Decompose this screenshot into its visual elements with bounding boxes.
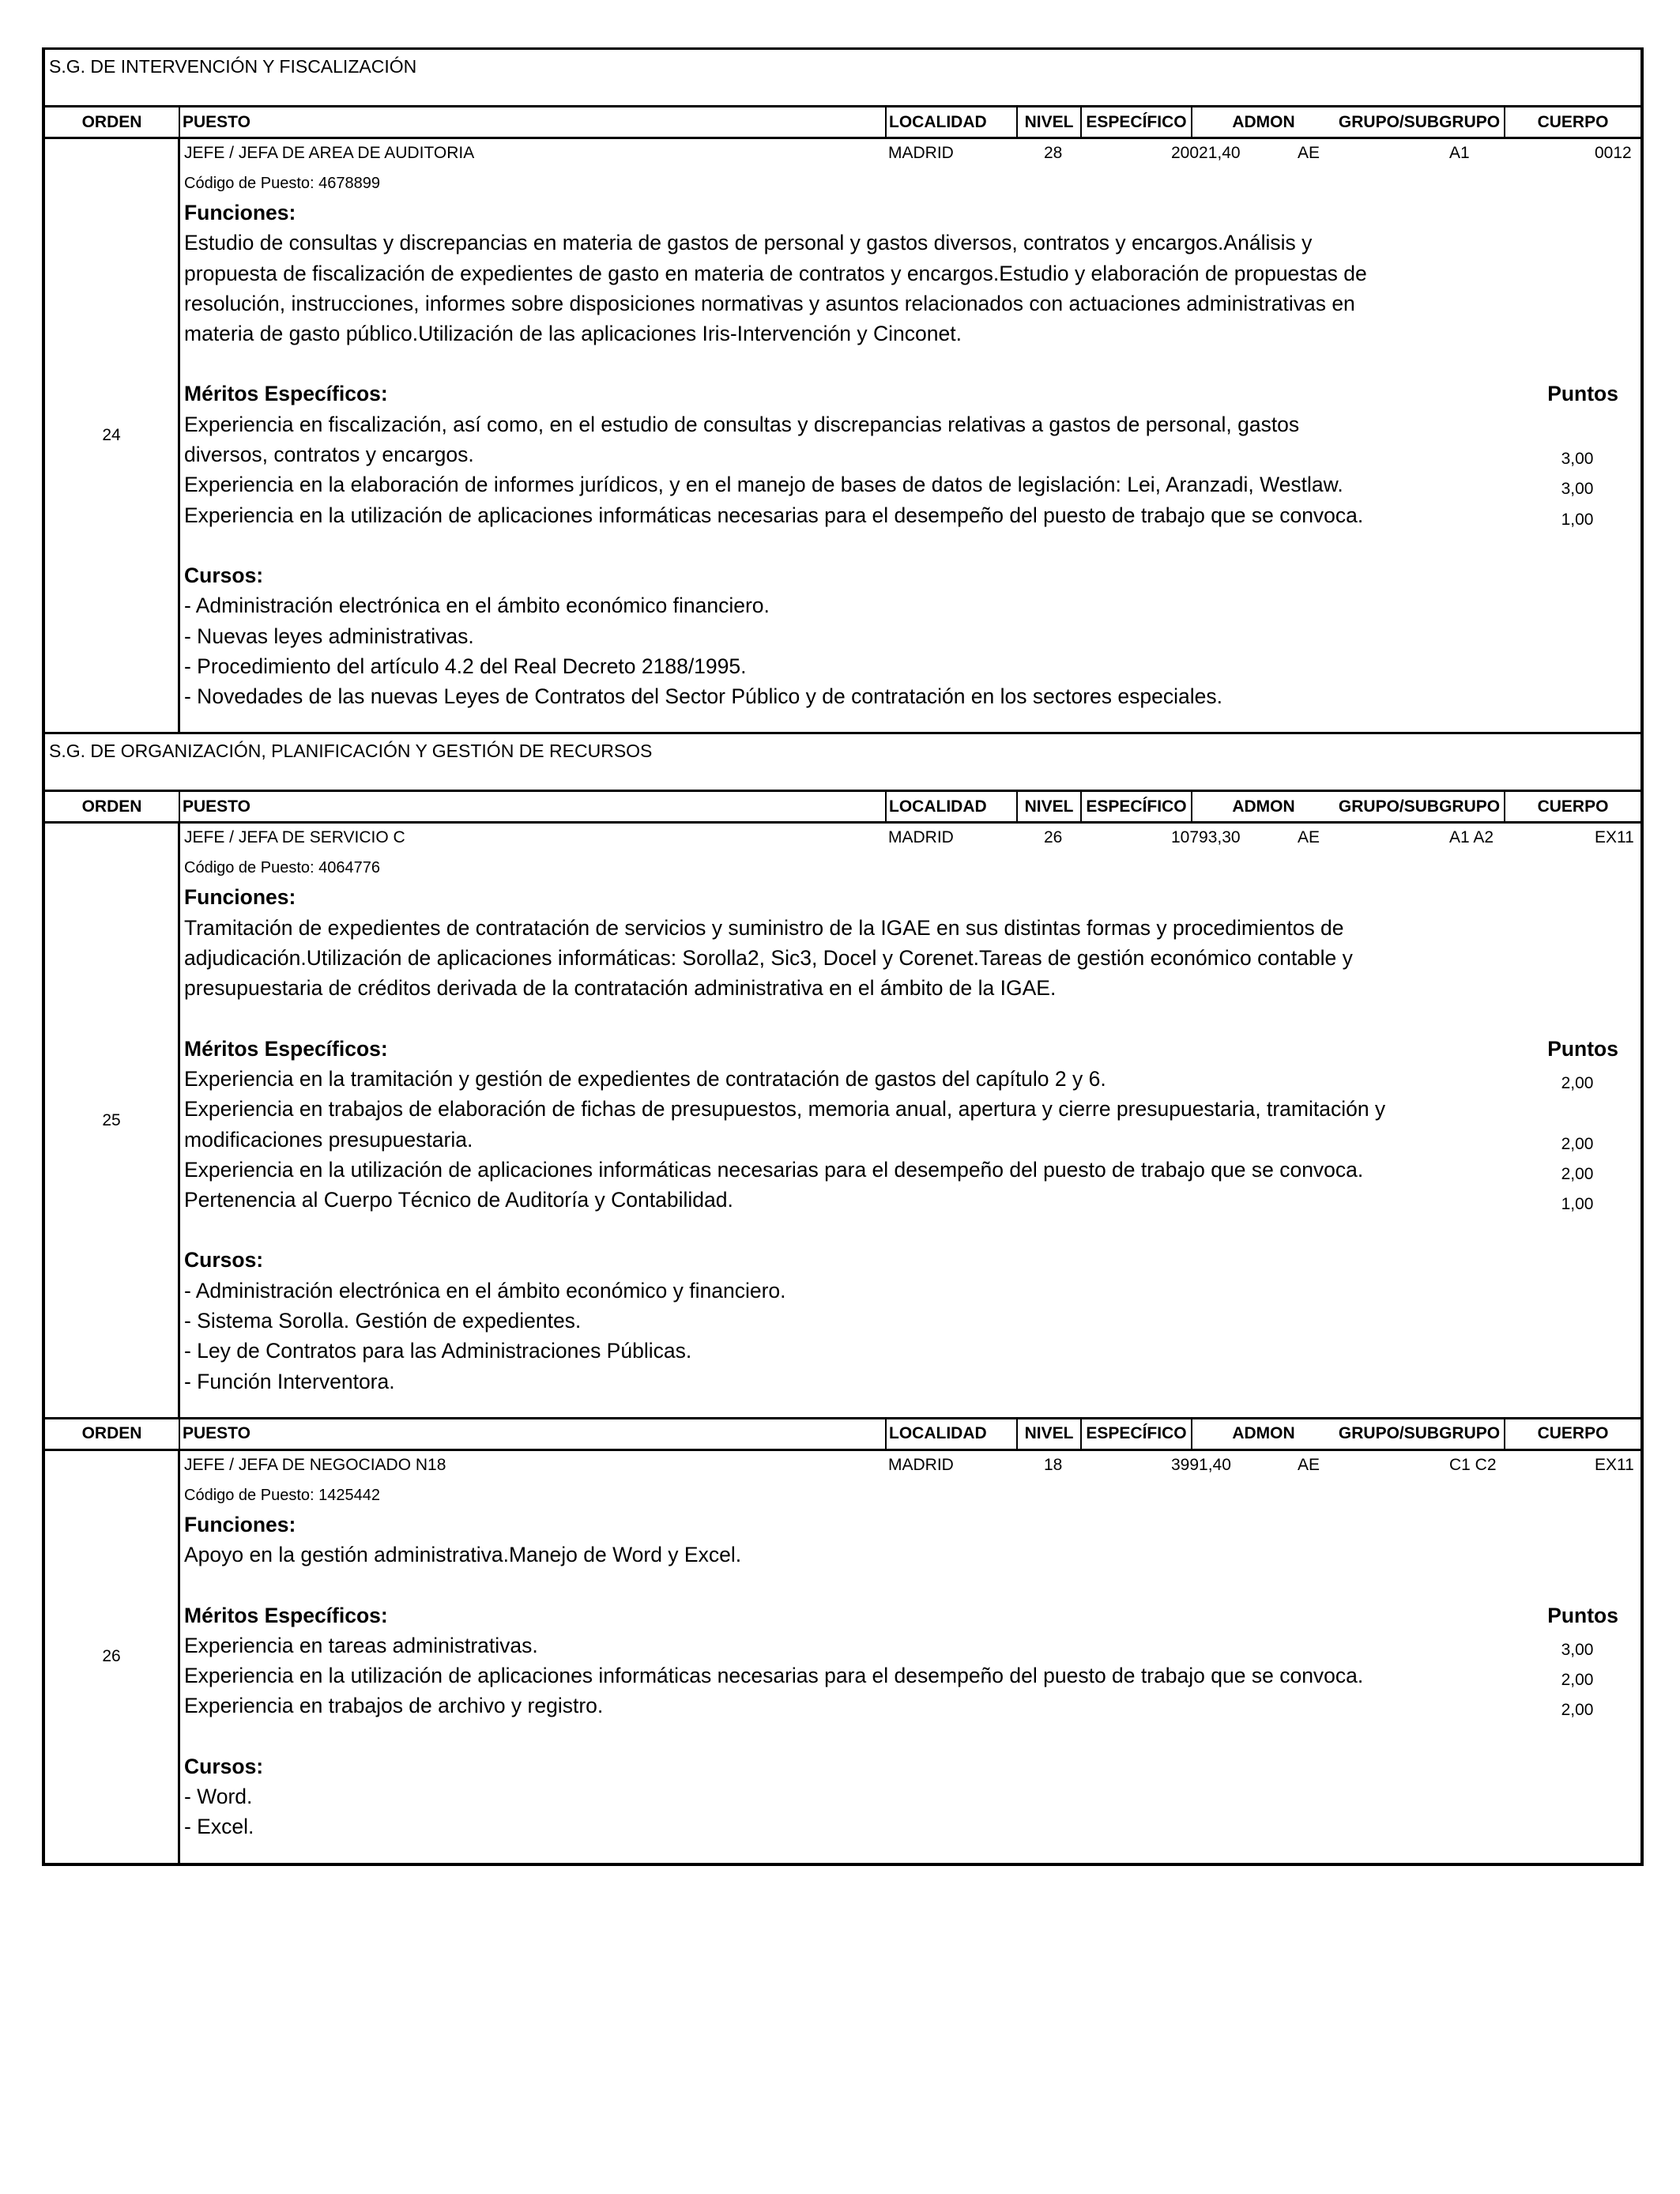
- spacer: [184, 1004, 1640, 1034]
- curso-item: - Word.: [184, 1784, 253, 1808]
- merito-puntos: 3,00: [1561, 450, 1594, 469]
- header-especifico: ESPECÍFICO: [1082, 107, 1192, 137]
- merito-text: Experiencia en tareas administrativas.: [184, 1633, 538, 1657]
- orden-cell: 26: [45, 1451, 180, 1863]
- merito-text: Experiencia en fiscalización, así como, en el estudio de consultas y discrepancias relativas a gastos de personal, gastos: [184, 412, 1300, 436]
- spacer: [184, 530, 1640, 560]
- funciones-line: presupuestaria de créditos derivada de la contratación administrativa en el ámbito de la IGAE.: [184, 976, 1057, 1001]
- header-especifico: ESPECÍFICO: [1082, 792, 1192, 821]
- curso-item: - Ley de Contratos para las Administraciones Públicas.: [184, 1339, 692, 1363]
- admon-value: AE: [1298, 828, 1320, 847]
- header-orden: ORDEN: [45, 1419, 180, 1449]
- header-localidad: LOCALIDAD: [887, 107, 1018, 137]
- merito-line: [184, 409, 1640, 439]
- merito-line: [184, 1125, 1640, 1155]
- merito-line: [184, 1185, 1640, 1215]
- meritos-label: Méritos Específicos:: [184, 382, 388, 406]
- merito-line: [184, 469, 1640, 499]
- meritos-header: [184, 379, 1640, 409]
- merito-puntos: 3,00: [1561, 1640, 1594, 1659]
- especifico-value: 10793,30: [1171, 828, 1241, 847]
- funciones-line: adjudicación.Utilización de aplicaciones informáticas: Sorolla2, Sic3, Docel y Corenet.Tareas de gestión económico contable y: [184, 946, 1353, 971]
- merito-puntos: 2,00: [1561, 1073, 1594, 1092]
- header-grupo: GRUPO/SUBGRUPO: [1335, 1419, 1505, 1449]
- especifico-value: 20021,40: [1171, 144, 1241, 162]
- job-line: [184, 139, 1640, 169]
- job-record: [45, 1451, 1640, 1863]
- funciones-label: Funciones:: [184, 1512, 296, 1536]
- merito-puntos: 2,00: [1561, 1671, 1594, 1690]
- cursos-label: Cursos:: [184, 1248, 264, 1272]
- curso-item: - Administración electrónica en el ámbito económico y financiero.: [184, 1278, 786, 1302]
- job-record: [45, 139, 1640, 734]
- column-header-row: [45, 107, 1640, 139]
- merito-text: Experiencia en la utilización de aplicaciones informáticas necesarias para el desempeño del puesto de trabajo que se convoca.: [184, 1664, 1364, 1688]
- spacer: [184, 711, 1640, 732]
- curso-item: - Excel.: [184, 1815, 254, 1839]
- merito-puntos: 1,00: [1561, 510, 1594, 529]
- curso-item: - Novedades de las nuevas Leyes de Contratos del Sector Público y de contratación en los sectores especiales.: [184, 684, 1222, 709]
- header-nivel: NIVEL: [1018, 107, 1082, 137]
- record-details: [180, 139, 1640, 732]
- merito-text: Experiencia en trabajos de elaboración de fichas de presupuestos, memoria anual, apertura y cierre presupuestaria, tramitación y: [184, 1097, 1386, 1122]
- merito-text: Experiencia en la tramitación y gestión de expedientes de contratación de gastos del capítulo 2 y 6.: [184, 1066, 1106, 1091]
- header-localidad: LOCALIDAD: [887, 1419, 1018, 1449]
- spacer: [184, 1842, 1640, 1863]
- header-localidad: LOCALIDAD: [887, 792, 1018, 821]
- header-especifico: ESPECÍFICO: [1082, 1419, 1192, 1449]
- document-frame: [42, 47, 1644, 1866]
- merito-text: Pertenencia al Cuerpo Técnico de Auditoría y Contabilidad.: [184, 1188, 733, 1212]
- merito-line: [184, 1094, 1640, 1124]
- merito-line: [184, 439, 1640, 469]
- job-line: [184, 824, 1640, 854]
- job-title: JEFE / JEFA DE NEGOCIADO N18: [184, 1455, 446, 1474]
- job-title: JEFE / JEFA DE AREA DE AUDITORIA: [184, 144, 475, 162]
- header-orden: ORDEN: [45, 792, 180, 821]
- funciones-line: Tramitación de expedientes de contratación de servicios y suministro de la IGAE en sus distintas formas y procedimientos de: [184, 915, 1344, 940]
- puntos-label: Puntos: [1547, 1036, 1618, 1061]
- document-body: [45, 50, 1640, 1863]
- admon-value: AE: [1298, 1455, 1320, 1474]
- admon-value: AE: [1298, 144, 1320, 162]
- merito-puntos: 2,00: [1561, 1701, 1594, 1720]
- spacer: [184, 1570, 1640, 1600]
- merito-puntos: 1,00: [1561, 1195, 1594, 1214]
- spacer: [184, 1721, 1640, 1751]
- localidad-value: MADRID: [888, 1455, 954, 1474]
- merito-line: [184, 1630, 1640, 1661]
- localidad-value: MADRID: [888, 828, 954, 847]
- header-puesto: PUESTO: [180, 792, 887, 821]
- column-header-row: [45, 1419, 1640, 1451]
- column-header-row: [45, 792, 1640, 824]
- cursos-label: Cursos:: [184, 563, 264, 587]
- meritos-label: Méritos Específicos:: [184, 1603, 388, 1627]
- localidad-value: MADRID: [888, 144, 954, 162]
- puntos-label: Puntos: [1547, 1603, 1618, 1627]
- header-puesto: PUESTO: [180, 1419, 887, 1449]
- codigo-puesto: Código de Puesto: 4678899: [184, 175, 380, 192]
- orden-cell: 25: [45, 824, 180, 1416]
- spacer: [184, 349, 1640, 379]
- meritos-header: [184, 1600, 1640, 1630]
- section-title: S.G. DE INTERVENCIÓN Y FISCALIZACIÓN: [45, 50, 1640, 107]
- meritos-header: [184, 1034, 1640, 1064]
- merito-text: Experiencia en la utilización de aplicaciones informáticas necesarias para el desempeño del puesto de trabajo que se convoca.: [184, 503, 1364, 527]
- funciones-line: resolución, instrucciones, informes sobre disposiciones normativas y asuntos relacionados con actuaciones administrativas en: [184, 291, 1355, 315]
- job-line: [184, 1451, 1640, 1481]
- record-details: [180, 824, 1640, 1416]
- header-cuerpo: CUERPO: [1537, 1424, 1609, 1443]
- spacer: [184, 1215, 1640, 1245]
- merito-puntos: 2,00: [1561, 1164, 1594, 1183]
- funciones-label: Funciones:: [184, 885, 296, 910]
- header-nivel: NIVEL: [1018, 792, 1082, 821]
- funciones-line: Apoyo en la gestión administrativa.Manejo de Word y Excel.: [184, 1543, 742, 1567]
- codigo-puesto: Código de Puesto: 4064776: [184, 859, 380, 877]
- job-title: JEFE / JEFA DE SERVICIO C: [184, 828, 405, 847]
- header-puesto: PUESTO: [180, 107, 887, 137]
- codigo-puesto: Código de Puesto: 1425442: [184, 1486, 380, 1504]
- curso-item: - Función Interventora.: [184, 1369, 395, 1393]
- header-admon: ADMON: [1232, 797, 1295, 816]
- funciones-label: Funciones:: [184, 201, 296, 224]
- merito-text: modificaciones presupuestaria.: [184, 1127, 473, 1152]
- merito-line: [184, 1064, 1640, 1094]
- merito-puntos: 3,00: [1561, 480, 1594, 499]
- header-grupo: GRUPO/SUBGRUPO: [1335, 107, 1505, 137]
- merito-text: Experiencia en la utilización de aplicaciones informáticas necesarias para el desempeño del puesto de trabajo que se convoca.: [184, 1157, 1364, 1182]
- header-orden: ORDEN: [45, 107, 180, 137]
- spacer: [184, 1397, 1640, 1417]
- header-admon: ADMON: [1232, 112, 1295, 131]
- cuerpo-value: EX11: [1595, 828, 1634, 847]
- nivel-value: 28: [1044, 144, 1063, 162]
- curso-item: - Sistema Sorolla. Gestión de expedientes.: [184, 1309, 582, 1333]
- merito-line: [184, 1691, 1640, 1721]
- header-grupo: GRUPO/SUBGRUPO: [1335, 792, 1505, 821]
- grupo-value: C1 C2: [1449, 1455, 1497, 1474]
- meritos-label: Méritos Específicos:: [184, 1036, 388, 1061]
- funciones-line: materia de gasto público.Utilización de las aplicaciones Iris-Intervención y Cinconet.: [184, 322, 962, 346]
- nivel-value: 26: [1044, 828, 1063, 847]
- cuerpo-value: 0012: [1595, 144, 1632, 162]
- merito-text: Experiencia en la elaboración de informes jurídicos, y en el manejo de bases de datos de legislación: Lei, Aranzadi, Westlaw.: [184, 473, 1343, 497]
- grupo-value: A1 A2: [1449, 828, 1494, 847]
- cuerpo-value: EX11: [1595, 1455, 1634, 1474]
- job-record: [45, 824, 1640, 1419]
- merito-line: [184, 500, 1640, 530]
- header-cuerpo: CUERPO: [1537, 797, 1609, 816]
- grupo-value: A1: [1449, 144, 1470, 162]
- curso-item: - Nuevas leyes administrativas.: [184, 624, 474, 648]
- merito-puntos: 2,00: [1561, 1134, 1594, 1153]
- puntos-label: Puntos: [1547, 382, 1618, 406]
- header-nivel: NIVEL: [1018, 1419, 1082, 1449]
- header-cuerpo: CUERPO: [1537, 112, 1609, 131]
- curso-item: - Administración electrónica en el ámbito económico financiero.: [184, 594, 770, 618]
- especifico-value: 3991,40: [1171, 1455, 1231, 1474]
- funciones-line: propuesta de fiscalización de expedientes de gasto en materia de contratos y encargos.Estudio y elaboración de propuestas de: [184, 261, 1367, 285]
- header-admon: ADMON: [1232, 1424, 1295, 1443]
- nivel-value: 18: [1044, 1455, 1063, 1474]
- cursos-label: Cursos:: [184, 1754, 264, 1778]
- merito-text: Experiencia en trabajos de archivo y registro.: [184, 1694, 604, 1718]
- orden-cell: 24: [45, 139, 180, 732]
- funciones-line: Estudio de consultas y discrepancias en materia de gastos de personal y gastos diversos, contratos y encargos.Análisis y: [184, 231, 1313, 255]
- curso-item: - Procedimiento del artículo 4.2 del Real Decreto 2188/1995.: [184, 654, 747, 678]
- merito-line: [184, 1661, 1640, 1691]
- merito-line: [184, 1155, 1640, 1185]
- merito-text: diversos, contratos y encargos.: [184, 443, 474, 467]
- record-details: [180, 1451, 1640, 1863]
- section-title: S.G. DE ORGANIZACIÓN, PLANIFICACIÓN Y GESTIÓN DE RECURSOS: [45, 734, 1640, 792]
